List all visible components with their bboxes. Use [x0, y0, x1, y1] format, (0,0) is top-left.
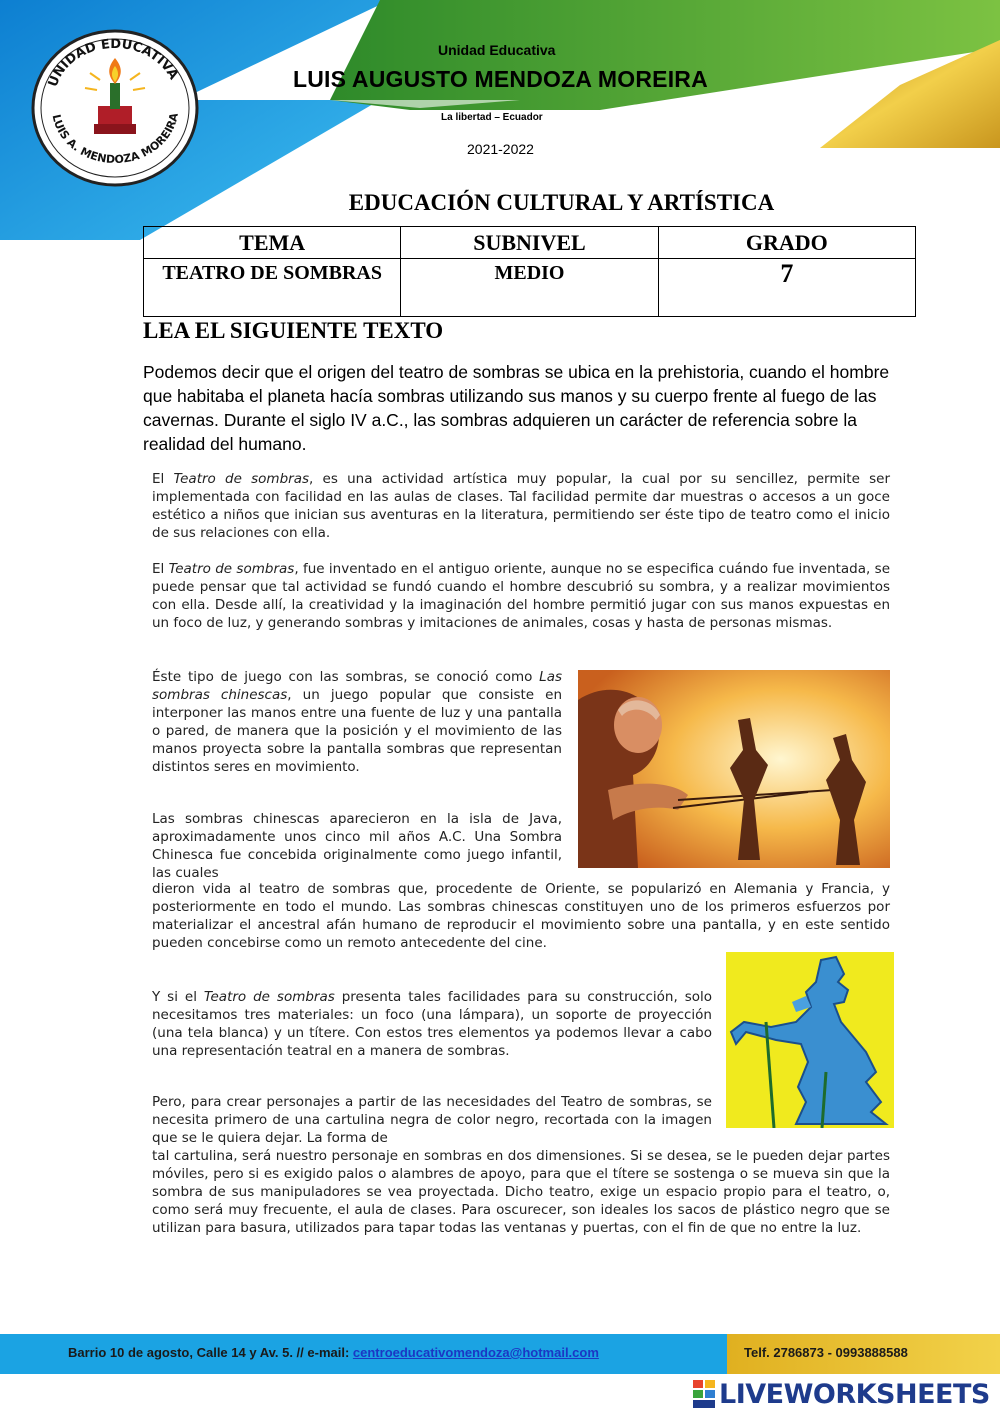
logo-text-bottom: LUIS A. MENDOZA MOREIRA — [49, 111, 181, 167]
value-subnivel: MEDIO — [401, 259, 658, 317]
blue-puppet-image — [726, 952, 894, 1128]
value-grado: 7 — [658, 259, 915, 317]
school-logo — [30, 28, 200, 188]
shadow-puppet-photo — [578, 670, 890, 868]
paragraph-3: Éste tipo de juego con las sombras, se conoció como Las sombras chinescas, un juego popular que consiste en interponer las manos entre una fuente de luz y una pantalla o pared, de manera que la posición y el movimiento de las manos proyecta sobre la pantalla sombras que representan distintos seres en movimiento. — [152, 669, 562, 775]
subject-title: EDUCACIÓN CULTURAL Y ARTÍSTICA — [348, 190, 775, 215]
liveworksheets-watermark — [693, 1378, 990, 1410]
paragraph-2: El Teatro de sombras, fue inventado en el antiguo oriente, aunque no se especifica cuándo fue inventada, se puede pensar que tal actividad se fundó cuando el hombre descubrió su sombra, y a realizar movimientos con ella. Desde allí, la creatividad y la imaginación del hombre permitió jugar con sus manos expuestas en un foco de luz, y generando sombras y imitaciones de animales, cosas y hasta de personas mismas. — [152, 561, 890, 631]
paragraph-4b: dieron vida al teatro de sombras que, procedente de Oriente, se popularizó en Alemania y Francia, y posteriormente en todo el mundo. Las sombras chinescas constituyen uno de los primeros esfuerzos por materializar el ancestral afán humano de reproducir el movimiento sobre una pantalla, y en este sentido pueden concebirse como un remoto antecedente del cine. — [152, 881, 890, 951]
logo-text-top: UNIDAD EDUCATIVA — [45, 36, 181, 90]
paragraph-5: Y si el Teatro de sombras presenta tales facilidades para su construcción, solo necesitamos tres materiales: un foco (una lámpara), un soporte de proyección (una tela blanca) y un títere. Con estos tres elementos ya podemos llevar a cabo una representación teatral en a manera de sombras. — [152, 989, 712, 1059]
school-location: La libertad – Ecuador — [441, 112, 543, 123]
intro-paragraph: Podemos decir que el origen del teatro de sombras se ubica en la prehistoria, cuando el hombre que habitaba el planeta hacía sombras utilizando sus manos y su cuerpo frente al fuego de las cavernas. Durante el siglo IV a.C., las sombras adquieren un carácter de referencia sobre la realidad del humano. — [143, 362, 890, 454]
footer-bar — [0, 1334, 1000, 1374]
liveworksheets-text: LIVEWORKSHEETS — [719, 1378, 990, 1410]
paragraph-6a: Pero, para crear personajes a partir de las necesidades del Teatro de sombras, se necesita primero de una cartulina negra de color negro, recortada con la imagen que se le quiera dejar. La forma de — [152, 1094, 712, 1146]
info-table — [143, 226, 916, 317]
liveworksheets-logo-icon — [693, 1380, 715, 1408]
section-title: LEA EL SIGUIENTE TEXTO — [143, 318, 444, 343]
header-tema: TEMA — [144, 227, 401, 259]
paragraph-4a: Las sombras chinescas aparecieron en la isla de Java, aproximadamente unos cinco mil años A.C. Una Sombra Chinesca fue concebida originalmente como juego infantil, las cuales — [152, 811, 562, 881]
footer-email-link[interactable]: centroeducativomendoza@hotmail.com — [352, 1345, 599, 1360]
header-grado: GRADO — [658, 227, 915, 259]
footer-phone: Telf. 2786873 - 0993888588 — [744, 1345, 908, 1360]
paragraph-1: El Teatro de sombras, es una actividad artística muy popular, la cual por su sencillez, permite ser implementada con facilidad en las aulas de clases. Tal facilidad permite dar muestras o accesos a un goce estético a niños que inician sus aventuras en la literatura, permitiendo ser éste tipo de teatro como el inicio de sus relaciones con ella. — [152, 471, 891, 541]
school-type: Unidad Educativa — [438, 42, 556, 58]
value-tema: TEATRO DE SOMBRAS — [144, 259, 401, 317]
footer-address: Barrio 10 de agosto, Calle 14 y Av. 5. // e-mail: centroeducativomendoza@hotmail.com — [68, 1345, 599, 1360]
header-subnivel: SUBNIVEL — [401, 227, 658, 259]
school-name: LUIS AUGUSTO MENDOZA MOREIRA — [293, 66, 708, 92]
school-year: 2021-2022 — [467, 141, 534, 157]
paragraph-6b: tal cartulina, será nuestro personaje en sombras en dos dimensiones. Si se desea, se le pueden dejar partes móviles, pero si es exigido palos o alambres de apoyo, para que el títere se sostenga o se mueva sin que la sombra de sus manipuladores se vea proyectada. Dicho teatro, exige un espacio propio para el teatro, o, como será muy frecuente, el aula de clases. Para oscurecer, son ideales los sacos de plástico negro que se utilizan para basura, utilizados para tapar todas las ventanas y puertas, con el fin de que no entre la luz. — [152, 1148, 890, 1236]
